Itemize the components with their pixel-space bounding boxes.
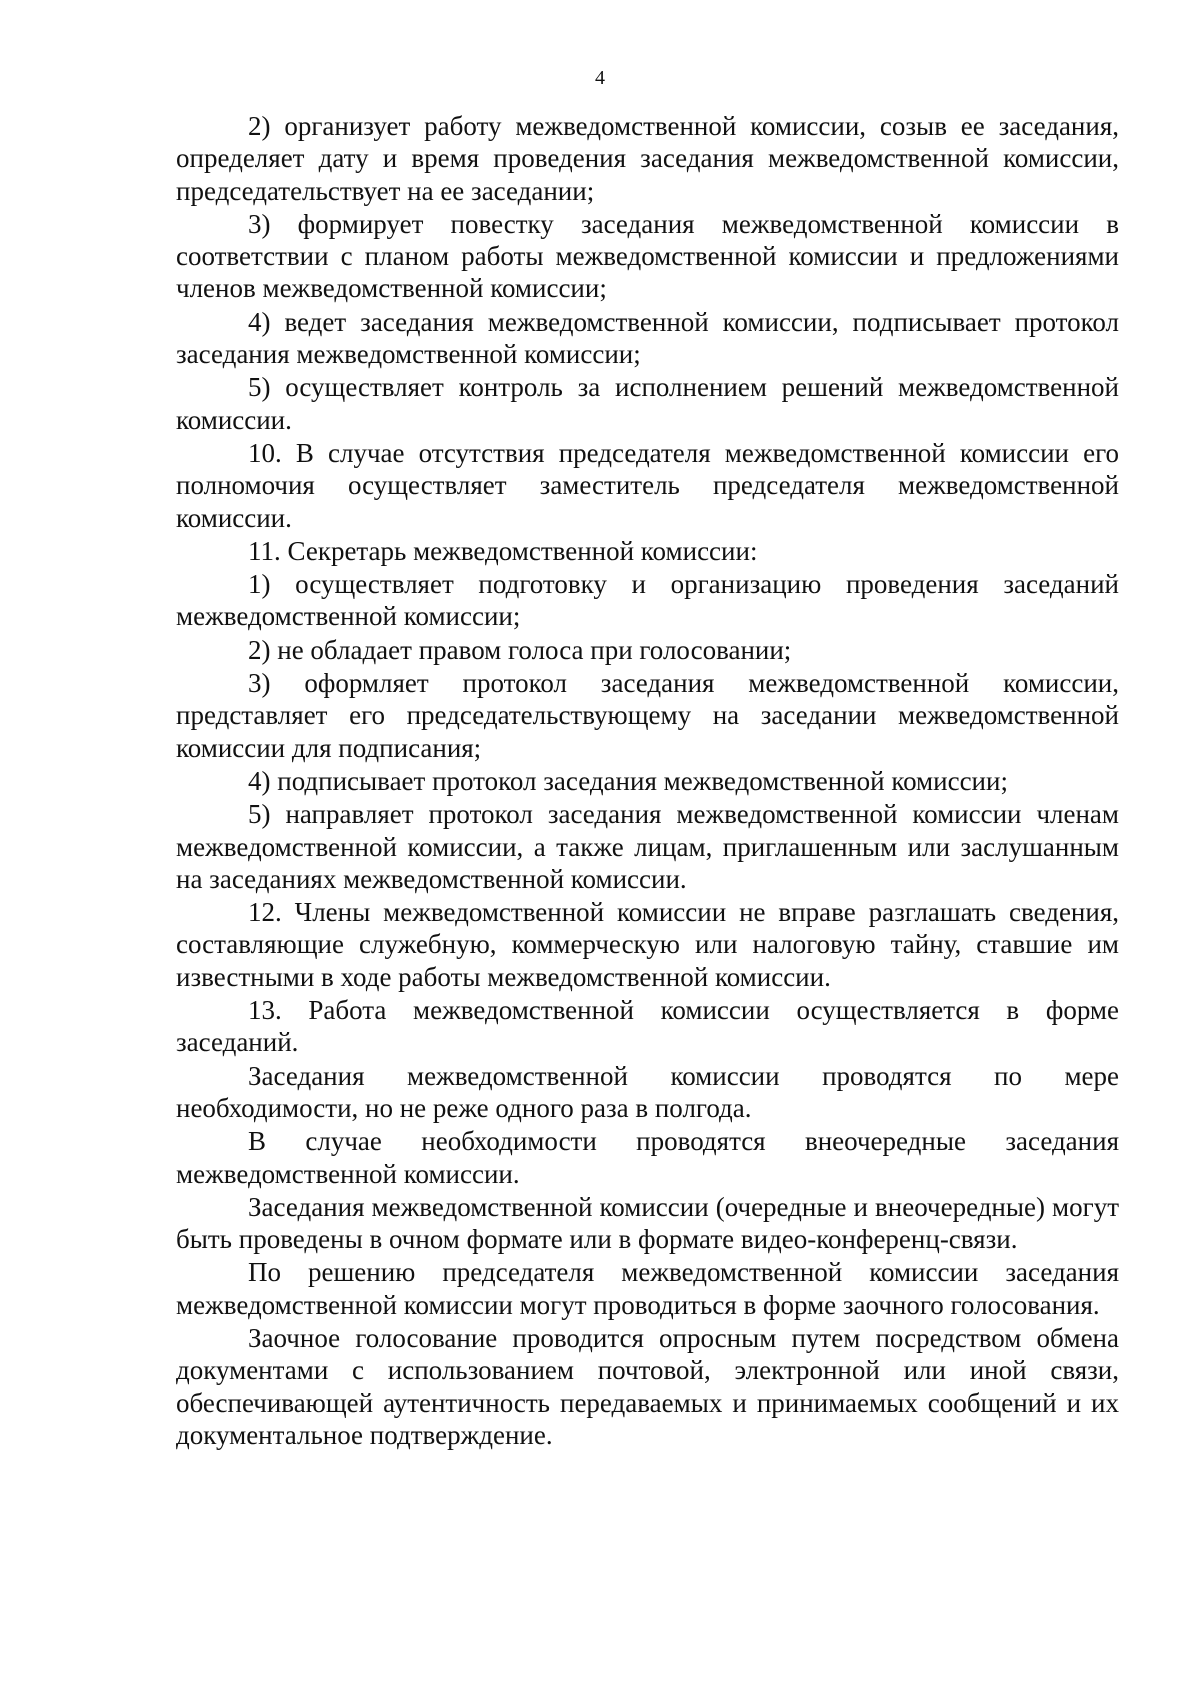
paragraph-meeting-format: Заседания межведомственной комиссии (очередные и внеочередные) могут быть проведены в очном формате или в формате видео-конференц-связи.	[176, 1191, 1119, 1255]
paragraph-secretary-duty-1: 1) осуществляет подготовку и организацию проведения заседаний межведомственной комиссии;	[176, 569, 1119, 632]
paragraph-secretary-duty-5: 5) направляет протокол заседания межведомственной комиссии членам межведомственной комиссии, а также лицам, приглашенным или заслушанным на заседаниях межведомственной комиссии.	[176, 799, 1119, 894]
paragraph-extraordinary-meetings: В случае необходимости проводятся внеочередные заседания межведомственной комиссии.	[176, 1126, 1119, 1189]
paragraph-secretary-duty-4: 4) подписывает протокол заседания межведомственной комиссии;	[248, 765, 1008, 796]
paragraph-meeting-frequency: Заседания межведомственной комиссии проводятся по мере необходимости, но не реже одного раза в полгода.	[176, 1060, 1119, 1123]
paragraph-section-12: 12. Члены межведомственной комиссии не вправе разглашать сведения, составляющие служебную, коммерческую или налоговую тайну, ставшие им известными в ходе работы межведомственной комиссии.	[176, 897, 1119, 992]
paragraph-chair-duty-3: 3) формирует повестку заседания межведомственной комиссии в соответствии с планом работы межведомственной комиссии и предложениями членов межведомственной комиссии;	[176, 208, 1119, 304]
paragraph-chair-duty-2: 2) организует работу межведомственной комиссии, созыв ее заседания, определяет дату и время проведения заседания межведомственной комиссии, председательствует на ее заседании;	[176, 111, 1119, 206]
paragraph-chair-duty-4: 4) ведет заседания межведомственной комиссии, подписывает протокол заседания межведомственной комиссии;	[176, 306, 1119, 370]
paragraph-secretary-duty-3: 3) оформляет протокол заседания межведомственной комиссии, представляет его председательствующему на заседании межведомственной комиссии для подписания;	[176, 668, 1119, 763]
paragraph-absentee-decision: По решению председателя межведомственной комиссии заседания межведомственной комиссии могут проводиться в форме заочного голосования.	[176, 1257, 1119, 1320]
paragraph-absentee-procedure: Заочное голосование проводится опросным путем посредством обмена документами с использованием почтовой, электронной или иной связи, обеспечивающей аутентичность передаваемых и принимаемых сообщений и их документальное подтверждение.	[176, 1322, 1119, 1450]
page-number: 4	[595, 67, 605, 89]
paragraph-section-13: 13. Работа межведомственной комиссии осуществляется в форме заседаний.	[176, 995, 1119, 1058]
paragraph-secretary-duty-2: 2) не обладает правом голоса при голосовании;	[248, 634, 792, 665]
paragraph-section-10: 10. В случае отсутствия председателя межведомственной комиссии его полномочия осуществляет заместитель председателя межведомственной комиссии.	[176, 437, 1119, 533]
paragraph-chair-duty-5: 5) осуществляет контроль за исполнением решений межведомственной комиссии.	[176, 372, 1119, 435]
document-body	[176, 110, 1119, 1451]
paragraph-section-11: 11. Секретарь межведомственной комиссии:	[248, 535, 758, 566]
